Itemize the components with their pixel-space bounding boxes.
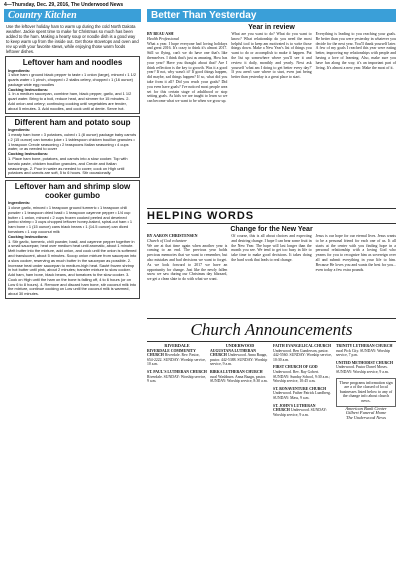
church-entry	[273, 387, 333, 401]
town-heading: RIVERDALE	[164, 343, 190, 348]
ingredients-text: 1 slice ham • ground black pepper to taste • 1 onion (large), minced • 1 1/2 quarts water • 1 pinch, chopped • 2 stalks celery, chopped • 1 (16 ounce) package wide egg noodles	[8, 72, 137, 87]
church-details: rural Washburn. Anna Baagn, pastor. SUNDAY: Worship service, 8:30 a.m.	[210, 374, 268, 384]
church-name: RIVERDALE COMMUNITY CHURCH	[147, 348, 196, 358]
church-name: UNITED METHODIST CHURCH	[336, 360, 393, 365]
church-col-3	[273, 344, 333, 420]
church-details: Underwood. Anna Baagn, pastor. 442-5388. SUNDAY: Worship service, 9 a.m.	[210, 353, 268, 367]
church-entry	[336, 361, 396, 375]
church-entry	[273, 344, 333, 362]
church-entry	[273, 404, 333, 418]
church-name: AUGUSTANA LUTHERAN CHURCH	[210, 348, 257, 358]
church-entry	[147, 349, 207, 367]
recipe-ham-potato-soup	[5, 116, 140, 178]
church-entry	[210, 349, 270, 367]
recipe-ham-shrimp-gumbo	[5, 180, 140, 299]
church-banner: Church Announcements	[147, 318, 396, 342]
recipe-title: Leftover ham and shrimp slow cooker gumbo	[14, 182, 131, 200]
better-banner: Better Than Yesterday	[147, 9, 396, 22]
better-col-3: Everything is leading to you reaching your goals. Be better than you were yesterday in whatever you decide for the next year. You'll thank yourself later. A few of my goals I reached this year were eating better, improving my relationships with people and having a love of learning. Also, make sure you have fun along the way, it's an important part of living. It's almost a new year. Make the most of it.	[315, 32, 396, 70]
ingredients-label: Ingredients:	[8, 67, 31, 73]
instructions-text: 1. Place ham bone, potatoes, and carrots into a slow cooker. Top with tomato paste, chicken bouillon granules, and Creole and Italian seasonings. 2. Pour in water as needed to cover; cook on High until potatoes and carrots are soft, 5 to 6 hours. Stir occasionally.	[8, 155, 128, 176]
better-than-yesterday-section	[147, 9, 396, 104]
sponsor-name: American Bank Center	[345, 405, 387, 411]
church-name: BIRKA LUTHERAN CHURCH	[210, 369, 263, 374]
byline: BY AARON CHRISTENSEN	[147, 233, 198, 238]
church-details: Riverdale. SUNDAY: Worship service, 9 a.m.	[147, 374, 207, 384]
helping-col-3: Jesus is our hope for our eternal lives. Jesus wants to be a personal friend for each one of us. It all starts at the center with you finding hope in a personal relationship with a loving God who yearns for you to recognize him as sovereign over all and submit everything in your life to him. Because He loves you and wants the best for you... even today a few extra pounds.	[315, 234, 396, 272]
helping-subhead: Change for the New Year	[230, 226, 313, 233]
church-details: Underwood. Ben Gunderson, pastor. 442-5560. SUNDAY: Worship service, 10:30 a.m.	[273, 348, 332, 362]
instructions-label: Cooking Instructions:	[8, 233, 49, 239]
church-entry	[336, 344, 396, 358]
church-col-1	[147, 344, 207, 420]
church-details: Underwood. Rev. Ray Gobert. SUNDAY: Sunday School, 9:30 a.m.; Worship service, 10:45 a.m.	[273, 369, 331, 384]
church-entry	[210, 370, 270, 384]
sponsor-note: These programs information sign are a of the classed of local businesses listed below to any of the change info about church news.	[336, 378, 396, 407]
article-text: What a year. I hope everyone had loving holidays and great 2016. It's crazy to think it's almost 2017. Still so flying, can't we do have one that's like themselves. I think that's just as amazing. How has your year? Have you thought about that? Are I think reflection is the key to growth. Was it a good year? If not, why wasn't it? If good things happen, did maybe, sad things happen? If so, what did you take from it all? Did you reach your goals? Did you even have goals? I've noticed most people area set for this certain stage of adulthood or stop setting goals. As kids we are taught to learn so we can become what we want to be when we grow up.	[147, 41, 228, 104]
ingredients-label: Ingredients:	[8, 200, 31, 206]
ingredients-label: Ingredients:	[8, 127, 31, 133]
recipe-title: Leftover ham and noodles	[22, 58, 123, 67]
sponsor-name: Gilbert Funeral Home	[345, 410, 387, 416]
better-subhead: Year in review	[248, 24, 295, 31]
recipe-title: Different ham and potato soup	[14, 117, 131, 127]
church-name: FAITH EVANGELICAL CHURCH	[273, 344, 332, 348]
kitchen-intro: Use the leftover holiday ham to warm up during the cold North Dakota weather. Jackie spent time to make for Christmas so much has been added to the ham. Making a hearty soup or noodle dish is a good way to keep warm up from the inside out. Get those stovetops and oven and rev up with your favorite stews, while enjoying those warm foods leftover dishes.	[6, 24, 139, 54]
article-text: We are at that time again when another year is coming to an end. The previous year holds precious memories that we want to remember, but also mistakes and bad decisions we want to forget. As we look forward to 2017 we have an opportunity for change. Just like the newly fallen snow we saw during our Christmas day blizzard, we get a clean slate to do with what we want.	[147, 243, 228, 282]
country-kitchen-section	[4, 9, 141, 560]
better-columns	[147, 32, 396, 104]
byline: BY BEAU ASH	[147, 31, 174, 36]
church-name: TRINITY LUTHERAN CHURCH	[336, 344, 393, 348]
helping-words-section	[147, 208, 396, 282]
helping-columns	[147, 234, 396, 282]
better-col-2: What are you want to do? What do you want to know? What relationship do you need the most helpful tool to keep am motivated is to write those things down. Make a New Year's list of things you want to do or accomplish to make it happen. Put the list up somewhere where you'll see it and review it daily, monthly and yearly. Next ask yourself 'what am I doing to get better every day?' If you aren't sure where to start, even just being better than yesterday is a great place to start.	[231, 32, 312, 80]
byline-role: Church of God volunteer	[147, 237, 187, 243]
church-col-2	[210, 344, 270, 420]
church-details: Underwood. SUNDAY: Worship service, 9 a.m.	[273, 408, 327, 417]
church-name: ST. JOHN'S LUTHERAN CHURCH	[273, 403, 316, 413]
instructions-text: 1. In a medium saucepan, combine ham, black pepper, garlic, and 1 1/2 quart water. Bring to a boil, reduce heat, and simmer for 15 minutes. 2. Add onion and celery; continuing cooking until vegetables are tender, about 5 minutes. 3. Add noodles, and cook until al dente. Serve hot.	[8, 91, 132, 111]
helping-col-1	[147, 234, 227, 282]
church-name: ST. BONAVENTURE CHURCH	[273, 386, 327, 391]
ingredients-text: 1 clove garlic, minced • 1 teaspoon ground turmeric • 1 teaspoon chili powder • 1 teaspoon dried basil • 1 teaspoon cayenne pepper • 1/4 cup butter • 1 onion, minced • 2 cups frozen cooked peeled and deveined jumbo shrimp • 3 cups chopped leftover honey-baked, spiral-cut ham • 1 ham bone • 1 (15 ounce) cans black beans • 1 (14.5 ounce) can diced tomatoes • 1 cup coconut milk	[8, 204, 133, 234]
church-details: rural Pick City. SUNDAY: Worship service, 7 p.m.	[336, 348, 390, 358]
helping-words-banner: HELPING WORDS	[147, 208, 396, 224]
church-entry	[273, 365, 333, 383]
town-heading: UNDERWOOD	[225, 343, 255, 348]
recipe-ham-noodles	[5, 56, 140, 114]
sponsor-name: The Underwood News	[345, 414, 386, 420]
church-grid	[147, 344, 396, 420]
instructions-label: Cooking Instructions:	[8, 151, 49, 157]
church-details: Riverdale. Rev. Pastor, 654-2222. SUNDAY: Worship service, 10 a.m.	[147, 353, 206, 367]
helping-col-2: Of course, this is all about choices and expecting and desiring change. I hope I can bear some fruit in the New Year. The hope will last longer than the month you see. We tend to get too busy in life to take time to make good decisions. It takes doing the hard work that leads to real change.	[231, 234, 312, 262]
better-col-1	[147, 32, 227, 104]
church-details: Underwood. Pastor Darrel Moses. SUNDAY: Worship service, 9 a.m.	[336, 365, 389, 374]
ingredients-text: 1 meaty ham bone • 3 potatoes, cubed • 1 (8 ounce) package baby carrots • 2 (15 ounce) can tomato juice • 1 tablespoon chicken bouillon granules • 1 teaspoon Creole seasoning • 2 teaspoons Italian seasoning • 4 cups water, or as needed to cover	[8, 131, 137, 152]
instructions-text: 1. Stir garlic, turmeric, chili powder, basil, and cayenne pepper together in a small saucepan; heat over medium heat until aromatic, about 1 minute. Melt butter into the mixture, add onion, and cook until the onion is softened and translucent, about 5 minutes. Scoop onion mixture from saucepan into a slow cooker, reserving as much butter in the saucepan as possible. 2. Increase heat under saucepan to medium-high heat. Sauté frozen shrimp in hot butter until pink, about 2 minutes; transfer mixture to slow cooker. Add ham, ham bone, black beans, and tomatoes to the slow cooker. 3. Cook on High until the ham on the bone is falling off, 4 to 6 hours (or on Low 6 to 8 hours). 4. Remove and discard ham bone, stir coconut milk into the mixture, continue cooking on Low until the coconut milk is warmed, about 30 minutes.	[8, 238, 137, 297]
church-announcements-section	[147, 318, 396, 420]
church-col-4	[336, 344, 396, 420]
country-kitchen-banner: Country Kitchen	[4, 9, 141, 22]
church-entry	[147, 370, 207, 384]
church-details: Underwood. Father Patrick Lundberg. SUNDAY: Mass, 9 a.m.	[273, 391, 331, 400]
page-header: 4—Thursday, Dec. 29, 2016, The Underwood News	[4, 2, 124, 8]
church-name: FIRST CHURCH OF GOD	[273, 365, 318, 370]
byline-role: Health Professional	[147, 35, 179, 41]
instructions-label: Cooking Instructions:	[8, 86, 49, 92]
church-name: ST. PAUL'S LUTHERAN CHURCH	[147, 369, 207, 374]
